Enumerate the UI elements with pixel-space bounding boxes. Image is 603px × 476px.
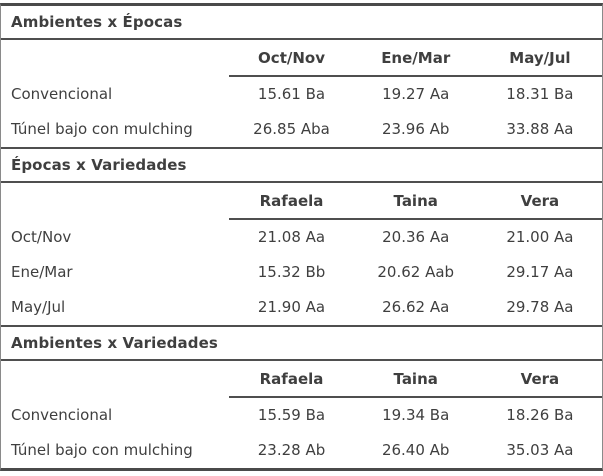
table-row xyxy=(1,433,602,468)
value-cell: 29.78 Aa xyxy=(506,298,574,316)
value-cell: 19.27 Aa xyxy=(382,85,450,103)
column-header: Taina xyxy=(354,361,478,397)
section-ambientes-x-variedades xyxy=(1,327,602,468)
table-row xyxy=(1,290,602,325)
header-row xyxy=(1,40,602,76)
value-cell: 23.28 Ab xyxy=(257,441,326,459)
value-cell: 21.90 Aa xyxy=(257,298,326,316)
section-title: Épocas x Variedades xyxy=(1,149,602,183)
results-table xyxy=(0,3,603,471)
value-cell: 21.08 Aa xyxy=(257,228,326,246)
column-header: Rafaela xyxy=(229,361,353,397)
row-label: Ene/Mar xyxy=(11,263,73,281)
value-cell: 21.00 Aa xyxy=(506,228,574,246)
value-cell: 19.34 Ba xyxy=(382,406,450,424)
value-cell: 26.62 Aa xyxy=(382,298,450,316)
header-row xyxy=(1,361,602,397)
row-label: Convencional xyxy=(11,84,113,103)
row-label: Convencional xyxy=(11,405,113,424)
value-cell: 15.59 Ba xyxy=(257,406,326,424)
column-header: May/Jul xyxy=(478,40,602,76)
value-cell: 33.88 Aa xyxy=(506,120,574,138)
value-cell: 29.17 Aa xyxy=(506,263,574,281)
header-empty-cell xyxy=(1,361,229,397)
column-header: Taina xyxy=(354,183,478,219)
section-title: Ambientes x Épocas xyxy=(1,6,602,40)
column-header: Ene/Mar xyxy=(354,40,478,76)
value-cell: 26.85 Aba xyxy=(253,120,330,138)
section-ambientes-x-epocas xyxy=(1,6,602,149)
table-row xyxy=(1,76,602,112)
column-header: Vera xyxy=(478,183,602,219)
value-cell: 15.61 Ba xyxy=(257,85,326,103)
section-title: Ambientes x Variedades xyxy=(1,327,602,361)
value-cell: 26.40 Ab xyxy=(381,441,450,459)
section-epocas-x-variedades xyxy=(1,149,602,327)
row-label: May/Jul xyxy=(11,298,66,316)
table-row xyxy=(1,255,602,290)
header-row xyxy=(1,183,602,219)
value-cell: 35.03 Aa xyxy=(506,441,574,459)
value-cell: 20.62 Aab xyxy=(377,263,455,281)
data-table xyxy=(1,183,602,325)
data-table xyxy=(1,361,602,468)
table-row xyxy=(1,397,602,433)
value-cell: 23.96 Ab xyxy=(381,120,450,138)
table-row xyxy=(1,219,602,255)
value-cell: 20.36 Aa xyxy=(382,228,450,246)
column-header: Vera xyxy=(478,361,602,397)
row-label: Túnel bajo con mulching xyxy=(11,441,193,459)
column-header: Oct/Nov xyxy=(229,40,353,76)
value-cell: 18.26 Ba xyxy=(506,406,574,424)
data-table xyxy=(1,40,602,147)
row-label: Oct/Nov xyxy=(11,227,72,246)
header-empty-cell xyxy=(1,183,229,219)
row-label: Túnel bajo con mulching xyxy=(11,120,193,138)
value-cell: 15.32 Bb xyxy=(257,263,326,281)
column-header: Rafaela xyxy=(229,183,353,219)
value-cell: 18.31 Ba xyxy=(506,85,574,103)
table-row xyxy=(1,112,602,147)
header-empty-cell xyxy=(1,40,229,76)
